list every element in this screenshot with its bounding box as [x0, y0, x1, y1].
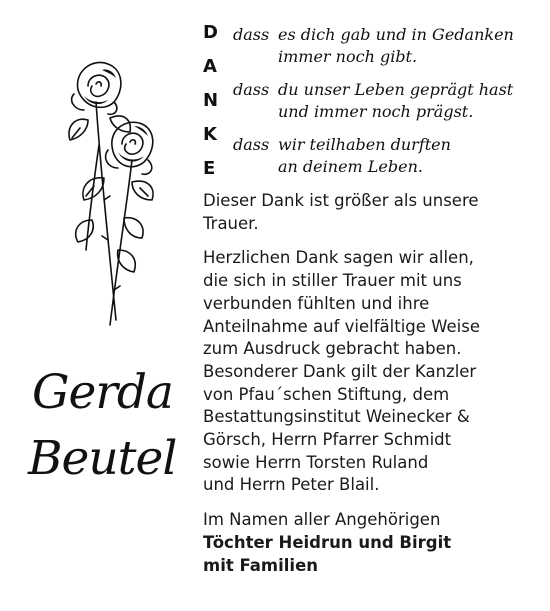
intro-line: Dieser Dank ist größer als unsere: [203, 191, 479, 210]
verse-word: dass: [233, 80, 270, 99]
signature-names: mit Familien: [203, 555, 319, 575]
signature-names: Töchter Heidrun und Birgit: [203, 532, 452, 552]
verse-line: es dich gab und in Gedanken: [278, 25, 514, 44]
signature-block: [203, 509, 528, 577]
verse-line: du unser Leben geprägt hast: [278, 80, 514, 99]
verse-word: dass: [233, 25, 270, 44]
verse-line: immer noch gibt.: [278, 47, 418, 66]
thanks-line: Bestattungsinstitut Weinecker &: [203, 407, 470, 427]
thanks-line: zum Ausdruck gebracht haben.: [203, 339, 462, 359]
verse-line: an deinem Leben.: [278, 157, 423, 176]
thanks-line: verbunden fühlten und ihre: [203, 293, 430, 313]
thanks-paragraph: [203, 247, 528, 497]
thanks-line: Anteilnahme auf vielfältige Weise: [203, 316, 480, 336]
thanks-line: Herzlichen Dank sagen wir allen,: [203, 248, 474, 268]
deceased-name: [22, 360, 202, 492]
danke-letter: K: [203, 124, 217, 145]
danke-letter: D: [203, 22, 218, 43]
intro-paragraph: [203, 190, 528, 235]
rose-illustration-icon: [44, 50, 174, 330]
verse-line: und immer noch prägst.: [278, 102, 474, 121]
verse-word: dass: [233, 135, 270, 154]
danke-letter: E: [203, 158, 216, 179]
thanks-line: und Herrn Peter Blail.: [203, 475, 380, 495]
thanks-line: von Pfau´schen Stiftung, dem: [203, 384, 450, 404]
body-text: [203, 190, 528, 577]
deceased-last-name: Beutel: [28, 431, 177, 486]
deceased-first-name: Gerda: [32, 365, 173, 420]
verse-line: wir teilhaben durften: [278, 135, 451, 154]
thanks-line: die sich in stiller Trauer mit uns: [203, 271, 462, 291]
signature-intro: Im Namen aller Angehörigen: [203, 510, 441, 530]
thanks-line: sowie Herrn Torsten Ruland: [203, 452, 429, 472]
danke-letter: A: [203, 56, 217, 77]
intro-line: Trauer.: [203, 213, 259, 233]
thanks-line: Besonderer Dank gilt der Kanzler: [203, 361, 477, 381]
thanks-line: Görsch, Herrn Pfarrer Schmidt: [203, 430, 452, 450]
danke-letter: N: [203, 90, 219, 111]
